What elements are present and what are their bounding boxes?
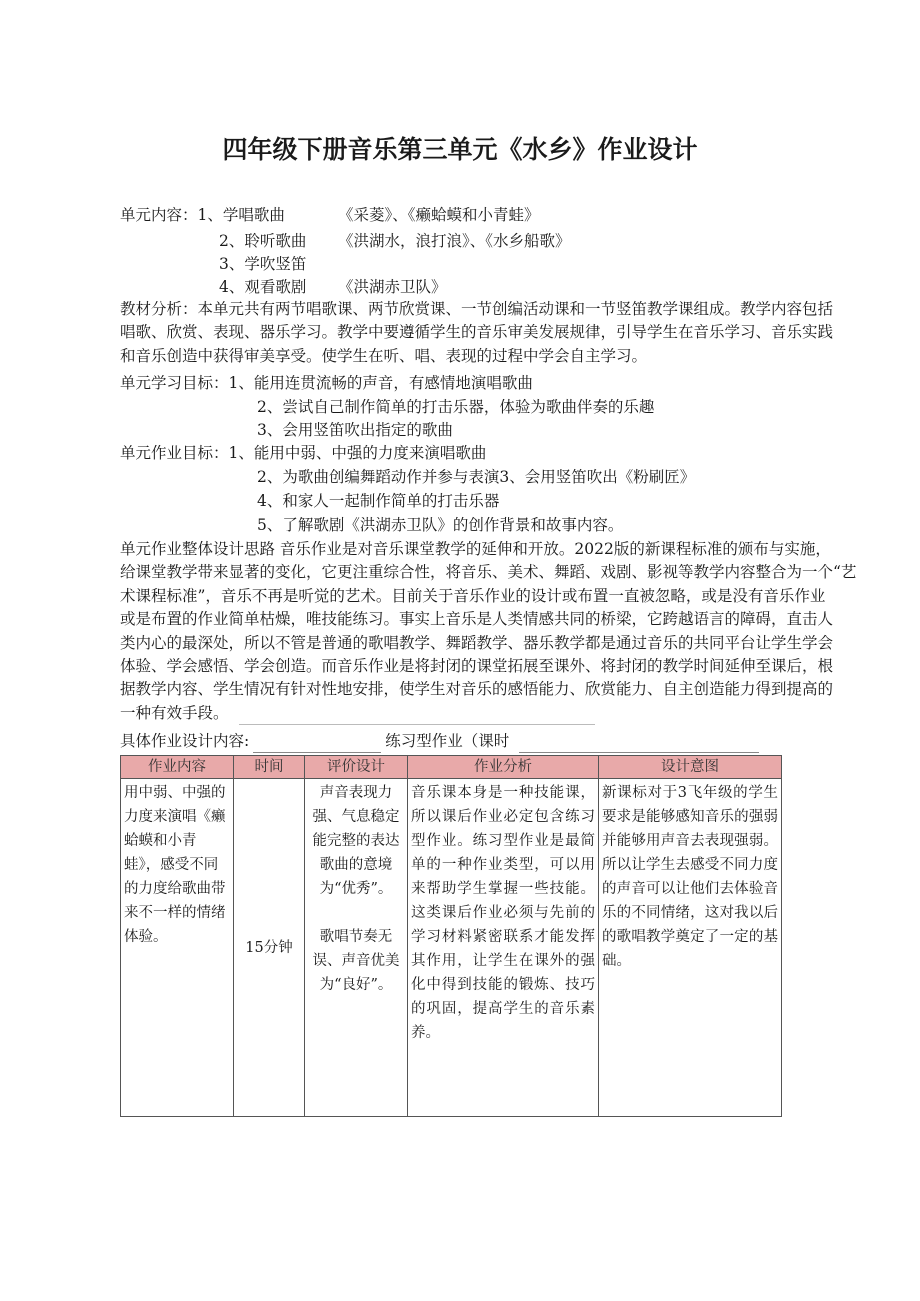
underline-blank — [253, 752, 381, 753]
unit-item-num: 1、学唱歌曲 — [197, 206, 285, 224]
unit-item-num: 2、聆听歌曲 — [219, 232, 307, 250]
design-idea-line — [120, 702, 782, 725]
analysis-line: 唱歌、欣赏、表现、器乐学习。教学中要遵循学生的音乐审美发展规律，引导学生在音乐学习、音乐实践 — [120, 323, 834, 342]
cell-analysis: 音乐课本身是一种技能课，所以课后作业必定包含练习型作业。练习型作业是最简单的一种作业类型，可以用来帮助学生掌握一些技能。这类课后作业必须与先前的学习材料紧密联系才能发挥其作用，让学生在课外的强化中得到技能的锻炼、技巧的巩固，提高学生的音乐素养。 — [408, 779, 599, 1117]
cell-intent: 新课标对于3飞年级的学生要求是能够感知音乐的强弱并能够用声音去表现强弱。所以让学生去感受不同力度的声音可以让他们去体验音乐的不同情绪，这对我以后的歌唱教学奠定了一定的基础。 — [599, 779, 782, 1117]
design-idea-last-text: 一种有效手段。 — [120, 703, 229, 722]
learning-goal-item: 3、会用竖笛吹出指定的歌曲 — [257, 421, 453, 439]
analysis-line: 教材分析：本单元共有两节唱歌课、两节欣赏课、一节创编活动课和一节竖笛教学课组成。教学内容包括 — [120, 300, 834, 318]
homework-goal-item: 5、了解歌剧《洪湖赤卫队》的创作背景和故事内容。 — [257, 516, 624, 534]
page-title: 四年级下册音乐第三单元《水乡》作业设计 — [222, 135, 698, 164]
table-row — [121, 779, 782, 1117]
spacer — [308, 901, 404, 925]
learning-goals-line-1 — [120, 372, 533, 395]
homework-goals-label: 单元作业目标： — [120, 444, 229, 462]
cell-content: 用中弱、中强的力度来演唱《癞蛤蟆和小青蛙》，感受不同的力度给歌曲带来不一样的情绪体验。 — [121, 779, 234, 1117]
design-idea-line: 体验、学会感悟、学会创造。而音乐作业是将封闭的课堂拓展至课外、将封闭的教学时间延伸至课后，根 — [120, 657, 834, 676]
homework-goal-item: 2、为歌曲创编舞蹈动作并参与表演3、会用竖笛吹出《粉刷匠》 — [257, 468, 696, 486]
homework-goal-item: 4、和家人一起制作简单的打击乐器 — [257, 492, 500, 510]
homework-goals-line-1 — [120, 442, 486, 465]
evaluation-excellent: 声音表现力强、气息稳定能完整的表达歌曲的意境为“优秀”。 — [312, 785, 400, 897]
design-idea-line: 单元作业整体设计思路 音乐作业是对音乐课堂教学的延伸和开放。2022版的新课程标准的颁布与实施， — [120, 540, 831, 558]
unit-item-num: 4、观看歌剧 — [219, 278, 307, 296]
learning-goals-label: 单元学习目标： — [120, 374, 229, 392]
homework-table — [120, 755, 782, 1117]
underline-blank — [239, 724, 595, 725]
unit-item-num: 3、学吹竖笛 — [219, 255, 307, 273]
unit-content-label: 单元内容： — [120, 206, 198, 224]
design-idea-paragraph — [120, 538, 857, 725]
learning-goal-item: 2、尝试自己制作简单的打击乐器，体验为歌曲伴奏的乐趣 — [257, 398, 655, 416]
specific-design-label: 具体作业设计内容: — [120, 732, 250, 750]
evaluation-good: 歌唱节奏无误、声音优美为“良好”。 — [312, 929, 400, 993]
header-intent: 设计意图 — [599, 756, 782, 779]
header-content: 作业内容 — [121, 756, 234, 779]
design-idea-line: 给课堂教学带来显著的变化，它更注重综合性，将音乐、美术、舞蹈、戏剧、影视等教学内容整合为一个“艺 — [120, 563, 857, 582]
cell-time: 15分钟 — [234, 779, 305, 1117]
homework-type-label: 练习型作业（课时 — [385, 732, 510, 750]
specific-design-line — [120, 730, 759, 753]
unit-item-songs: 《洪湖赤卫队》 — [338, 278, 447, 296]
analysis-paragraph — [120, 298, 834, 368]
design-idea-line: 或是布置的作业简单枯燥，唯技能练习。事实上音乐是人类情感共同的桥梁，它跨越语言的障碍，直击人 — [120, 610, 834, 629]
analysis-line: 和音乐创造中获得审美享受。使学生在听、唱、表现的过程中学会自主学习。 — [120, 346, 648, 365]
homework-goal-item: 1、能用中弱、中强的力度来演唱歌曲 — [228, 444, 487, 462]
design-idea-line: 据教学内容、学生情况有针对性地安排，使学生对音乐的感悟能力、欣赏能力、自主创造能力得到提高的 — [120, 680, 834, 699]
header-evaluation: 评价设计 — [305, 756, 408, 779]
underline-blank — [519, 752, 759, 753]
unit-item-songs: 《采菱》、《癞蛤蟆和小青蛙》 — [338, 206, 540, 224]
design-idea-line: 术课程标准”，音乐不再是听觉的艺术。目前关于音乐作业的设计或布置一直被忽略，或是没有音乐作业 — [120, 586, 826, 605]
learning-goal-item: 1、能用连贯流畅的声音，有感情地演唱歌曲 — [228, 374, 533, 392]
cell-evaluation — [305, 779, 408, 1117]
unit-content-line-1 — [120, 204, 285, 227]
header-analysis: 作业分析 — [408, 756, 599, 779]
header-time: 时间 — [234, 756, 305, 779]
design-idea-line: 类内心的最深处，所以不管是普通的歌唱教学、舞蹈教学、器乐教学都是通过音乐的共同平台让学生学会 — [120, 633, 834, 652]
unit-item-songs: 《洪湖水，浪打浪》、《水乡船歌》 — [338, 232, 571, 250]
table-header-row — [121, 756, 782, 779]
